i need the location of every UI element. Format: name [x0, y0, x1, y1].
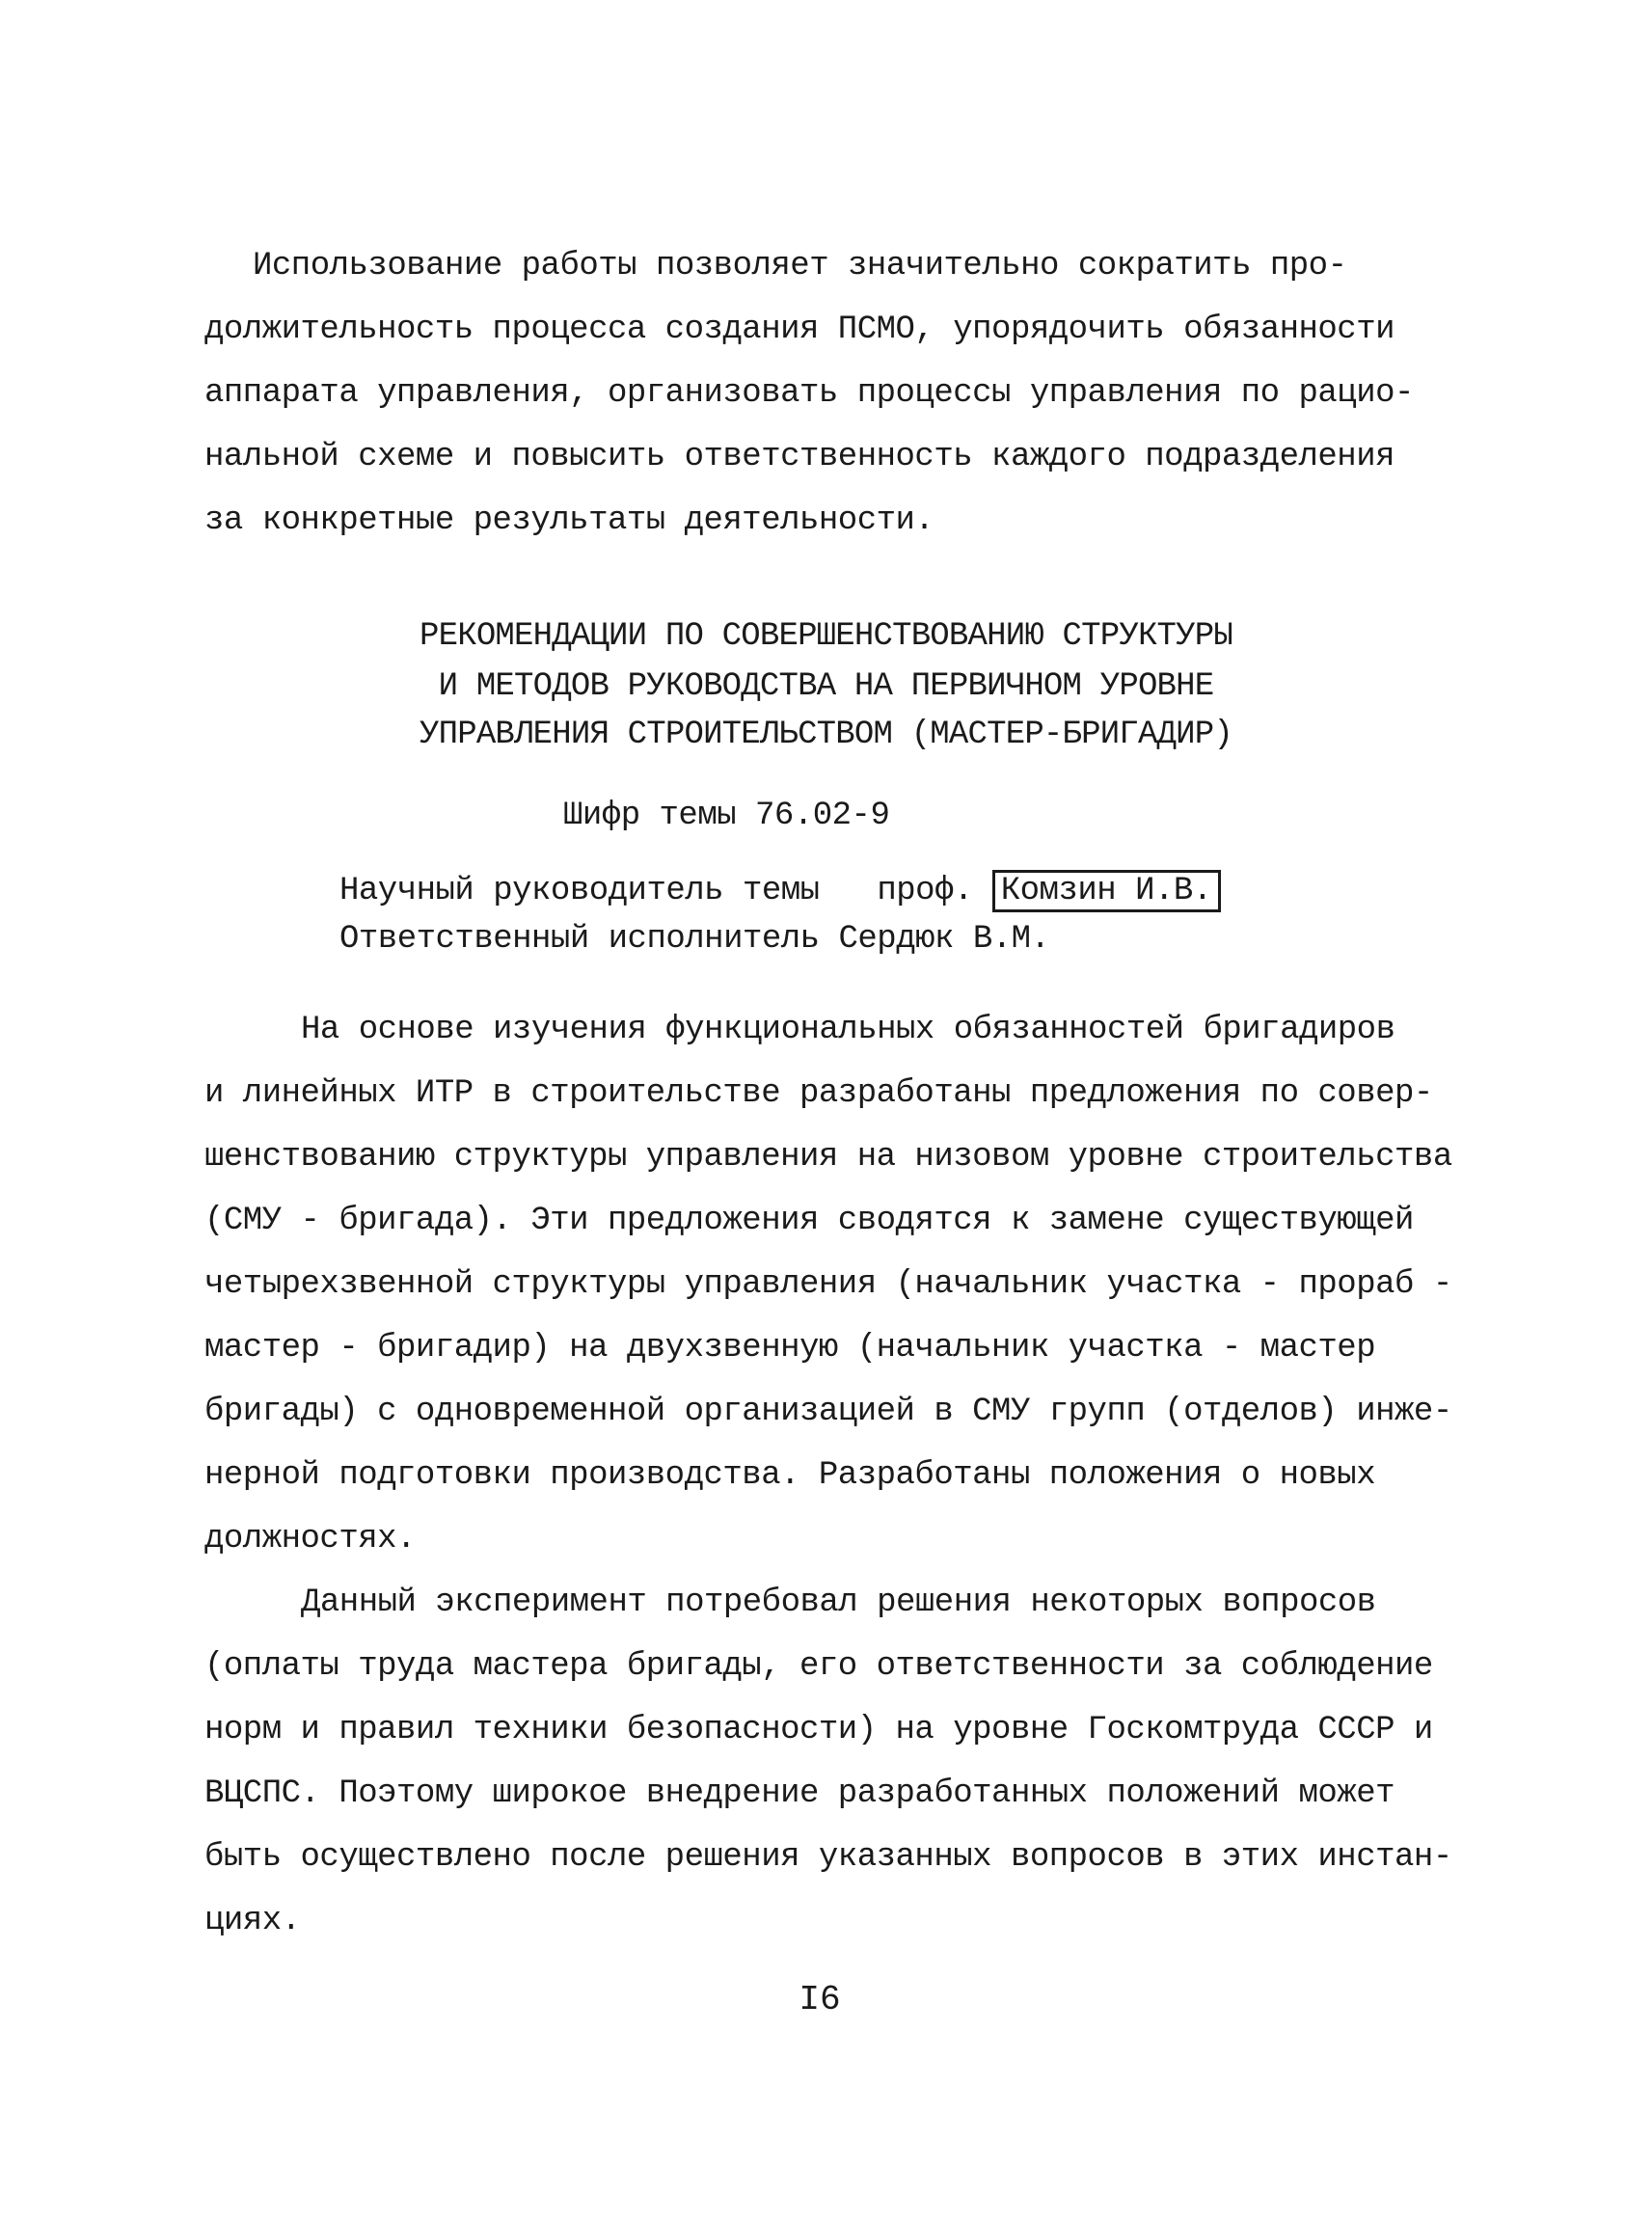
paragraph2-line-4: (СМУ - бригада). Эти предложения сводятся к замене существующей: [204, 1203, 1414, 1239]
paragraph2-line-7: бригады) с одновременной организацией в СМУ групп (отделов) инже-: [204, 1394, 1452, 1430]
supervisor-line: [339, 872, 1221, 910]
executor-line: [339, 920, 1049, 959]
paragraph2-line-5: четырехзвенной структуры управления (начальник участка - прораб -: [204, 1266, 1452, 1303]
paragraph1-line-4: нальной схеме и повысить ответственность каждого подразделения: [204, 439, 1395, 475]
topic-cipher: Шифр темы 76.02-9: [563, 798, 890, 834]
paragraph1-line-5: за конкретные результаты деятельности.: [204, 502, 934, 539]
paragraph3-line-4: ВЦСПС. Поэтому широкое внедрение разработанных положений может: [204, 1775, 1395, 1812]
paragraph1-line-1: Использование работы позволяет значительно сократить про-: [253, 248, 1347, 284]
executor-label: Ответственный исполнитель: [339, 921, 820, 958]
executor-name: Сердюк В.М.: [838, 921, 1050, 958]
paragraph2-line-9: должностях.: [204, 1521, 416, 1557]
paragraph2-line-6: мастер - бригадир) на двухзвенную (начальник участка - мастер: [204, 1330, 1376, 1367]
paragraph1-line-3: аппарата управления, организовать процессы управления по рацио-: [204, 375, 1414, 412]
page-number: I6: [799, 1980, 841, 2019]
paragraph2-line-3: шенствованию структуры управления на низовом уровне строительства: [204, 1139, 1452, 1176]
paragraph3-line-2: (оплаты труда мастера бригады, его ответственности за соблюдение: [204, 1648, 1433, 1685]
supervisor-label: Научный руководитель темы: [339, 873, 820, 909]
heading-line-1: РЕКОМЕНДАЦИИ ПО СОВЕРШЕНСТВОВАНИЮ СТРУКТУРЫ: [420, 618, 1232, 655]
paragraph3-line-5: быть осуществлено после решения указанных вопросов в этих инстан-: [204, 1839, 1452, 1876]
supervisor-title: проф.: [877, 873, 973, 909]
heading-line-3: УПРАВЛЕНИЯ СТРОИТЕЛЬСТВОМ (МАСТЕР-БРИГАДИР): [420, 717, 1232, 753]
paragraph2-line-8: нерной подготовки производства. Разработаны положения о новых: [204, 1457, 1376, 1494]
supervisor-name-box: Комзин И.В.: [992, 870, 1221, 912]
paragraph2-line-2: и линейных ИТР в строительстве разработаны предложения по совер-: [204, 1075, 1433, 1112]
paragraph3-line-6: циях.: [204, 1903, 301, 1939]
paragraph3-line-3: норм и правил техники безопасности) на уровне Госкомтруда СССР и: [204, 1712, 1433, 1748]
heading-line-2: И МЕТОДОВ РУКОВОДСТВА НА ПЕРВИЧНОМ УРОВНЕ: [438, 668, 1214, 705]
paragraph1-line-2: должительность процесса создания ПСМО, упорядочить обязанности: [204, 311, 1395, 348]
paragraph2-line-1: На основе изучения функциональных обязанностей бригадиров: [301, 1012, 1395, 1048]
paragraph3-line-1: Данный эксперимент потребовал решения некоторых вопросов: [301, 1584, 1376, 1621]
